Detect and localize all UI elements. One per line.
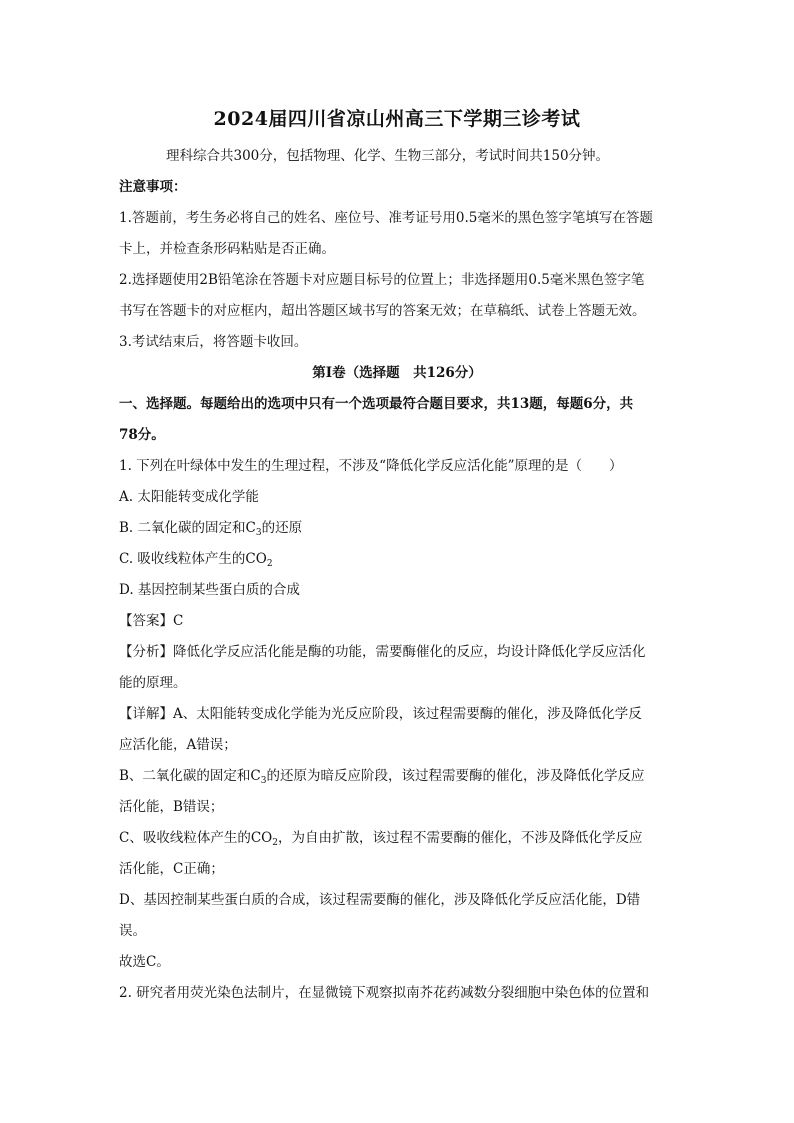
- detail-b-text: B、二氧化碳的固定和C: [119, 768, 261, 784]
- option-c-text: C. 吸收线粒体产生的CO: [119, 551, 267, 567]
- question-1-detail-a-line-2: 应活化能，A错误；: [119, 737, 237, 753]
- subscript: 2: [272, 838, 278, 848]
- question-1-analysis-line-1: 【分析】降低化学反应活化能是酶的功能，需要酶催化的反应，均设计降低化学反应活化: [119, 644, 646, 660]
- question-1-detail-b-line-1: [119, 766, 679, 786]
- subscript: 2: [266, 559, 273, 569]
- note-3: 3.考试结束后，将答题卡收回。: [119, 334, 308, 350]
- subscript: 3: [255, 528, 262, 538]
- detail-c-text-end: ，为自由扩散，该过程不需要酶的催化，不涉及降低化学反应: [277, 830, 643, 846]
- question-1-option-d: D. 基因控制某些蛋白质的合成: [119, 582, 300, 598]
- question-1-analysis-line-2: 能的原理。: [119, 675, 187, 691]
- exam-intro: 理科综合共300分，包括物理、化学、生物三部分，考试时间共150分钟。: [166, 148, 610, 164]
- question-1-detail-a-line-1: 【详解】A、太阳能转变成化学能为光反应阶段，该过程需要酶的催化，涉及降低化学反: [119, 706, 642, 722]
- question-1-detail-c-line-1: [119, 828, 679, 848]
- question-1-detail-d-line-2: 误。: [119, 923, 146, 939]
- question-1-option-a: A. 太阳能转变成化学能: [119, 489, 259, 505]
- page-title: 2024届四川省凉山州高三下学期三诊考试: [213, 108, 581, 130]
- subscript: 3: [260, 776, 267, 786]
- option-b-text: B. 二氧化碳的固定和C: [119, 520, 256, 536]
- question-1-stem: 1. 下列在叶绿体中发生的生理过程，不涉及“降低化学反应活化能”原理的是（ ）: [119, 458, 623, 474]
- note-2-line-1: 2.选择题使用2B铅笔涂在答题卡对应题目标号的位置上；非选择题用0.5毫米黑色签字笔: [119, 272, 645, 288]
- section-instructions-line-1: 一、选择题。每题给出的选项中只有一个选项最符合题目要求，共13题，每题6分，共: [119, 396, 634, 412]
- section-title: 第Ⅰ卷（选择题 共126分）: [312, 365, 482, 381]
- note-1-line-1: 1.答题前，考生务必将自己的姓名、座位号、准考证号用0.5毫米的黑色签字笔填写在答题: [119, 210, 653, 226]
- detail-b-text-end: 的还原为暗反应阶段，该过程需要酶的催化，涉及降低化学反应: [266, 768, 645, 784]
- option-b-text-end: 的还原: [261, 520, 303, 536]
- notes-heading: 注意事项：: [119, 179, 187, 195]
- question-1-answer: 【答案】C: [119, 613, 184, 629]
- question-1-detail-d-line-1: D、基因控制某些蛋白质的合成，该过程需要酶的催化，涉及降低化学反应活化能，D错: [119, 892, 641, 908]
- detail-c-text: C、吸收线粒体产生的CO: [119, 830, 273, 846]
- note-1-line-2: 卡上，并检查条形码粘贴是否正确。: [119, 241, 335, 257]
- section-instructions-line-2: 78分。: [119, 427, 165, 443]
- question-2-stem: 2. 研究者用荧光染色法制片，在显微镜下观察拟南芥花药减数分裂细胞中染色体的位置和: [119, 985, 650, 1001]
- question-1-detail-b-line-2: 活化能，B错误；: [119, 799, 224, 815]
- note-2-line-2: 书写在答题卡的对应框内，超出答题区域书写的答案无效；在草稿纸、试卷上答题无效。: [119, 303, 646, 319]
- question-1-option-b: [119, 518, 679, 538]
- question-1-option-c: [119, 549, 679, 569]
- question-1-detail-c-line-2: 活化能，C正确；: [119, 861, 224, 877]
- question-1-conclusion: 故选C。: [119, 954, 170, 970]
